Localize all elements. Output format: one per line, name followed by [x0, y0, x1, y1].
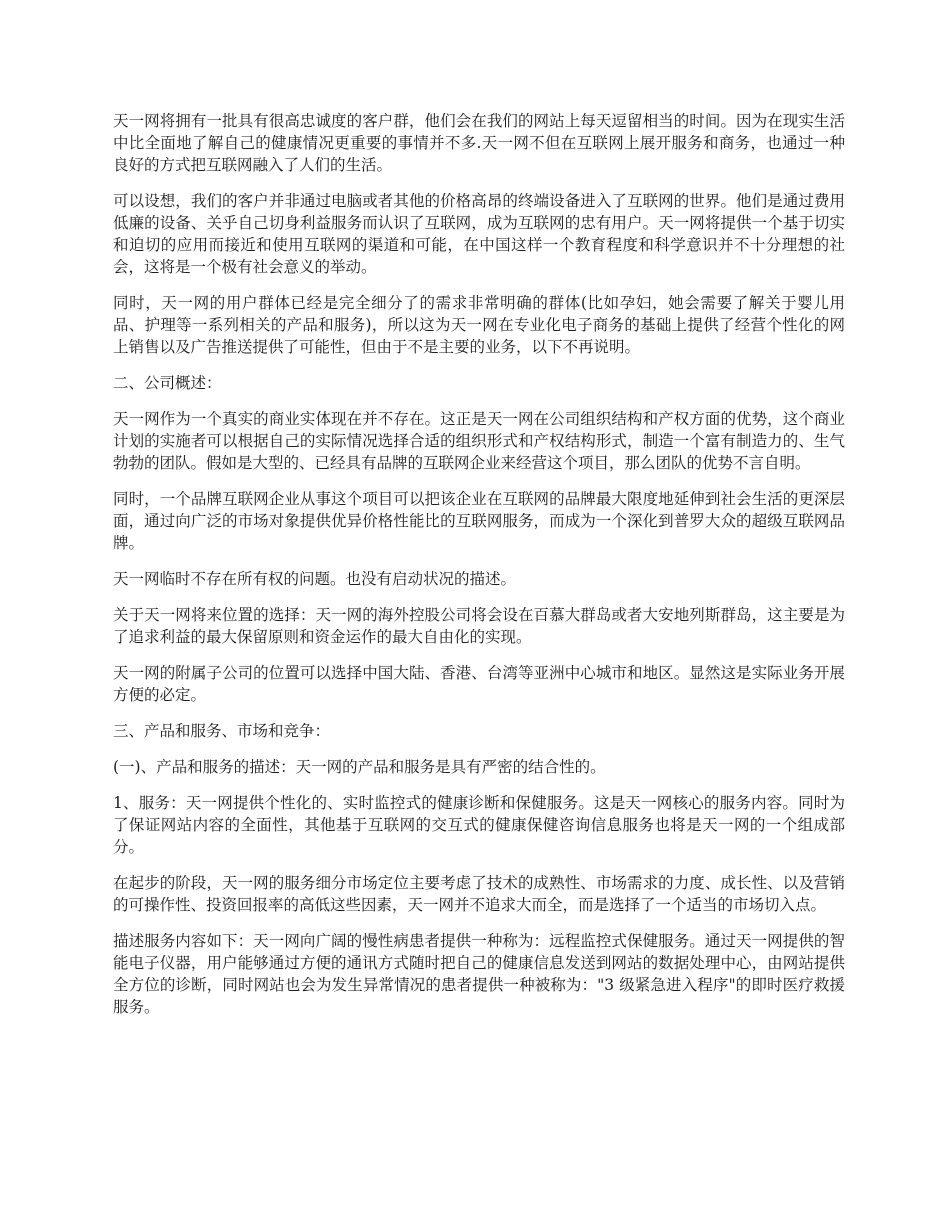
paragraph-location-holding: 关于天一网将来位置的选择：天一网的海外控股公司将会设在百慕大群岛或者大安地列斯群岛，这主要是为了追求利益的最大保留原则和资金运作的最大自由化的实现。 — [113, 606, 845, 646]
paragraph-intro-loyal-customers: 天一网将拥有一批具有很高忠诚度的客户群，他们会在我们的网站上每天逗留相当的时间。因为在现实生活中比全面地了解自己的健康情况更重要的事情并不多.天一网不但在互联网上展开服务和商务，也通过一种良好的方式把互联网融入了人们的生活。 — [113, 112, 845, 174]
paragraph-company-entity: 天一网作为一个真实的商业实体现在并不存在。这正是天一网在公司组织结构和产权方面的优势，这个商业计划的实施者可以根据自己的实际情况选择合适的组织形式和产权结构形式，制造一个富有制造力的、生气勃勃的团队。假如是大型的、已经具有品牌的互联网企业来经营这个项目，那么团队的优势不言自明。 — [113, 410, 845, 472]
subsection-heading-product-description: (一)、产品和服务的描述：天一网的产品和服务是具有严密的结合性的。 — [113, 758, 606, 776]
paragraph-location-subsidiary: 天一网的附属子公司的位置可以选择中国大陆、香港、台湾等亚洲中心城市和地区。显然这是实际业务开展方便的必定。 — [113, 664, 845, 704]
paragraph-brand-extension: 同时，一个品牌互联网企业从事这个项目可以把该企业在互联网的品牌最大限度地延伸到社会生活的更深层面，通过向广泛的市场对象提供优异价格性能比的互联网服务，而成为一个深化到普罗大众的超级互联网品牌。 — [113, 490, 845, 552]
paragraph-service-content: 描述服务内容如下：天一网向广阔的慢性病患者提供一种称为：远程监控式保健服务。通过天一网提供的智能电子仪器，用户能够通过方便的通讯方式随时把自己的健康信息发送到网站的数据处理中心，由网站提供全方位的诊断，同时网站也会为发生异常情况的患者提供一种被称为："3 级紧急进入程序"的即时医疗救援服务。 — [113, 932, 845, 1016]
paragraph-customer-access: 可以设想，我们的客户并非通过电脑或者其他的价格高昂的终端设备进入了互联网的世界。他们是通过费用低廉的设备、关乎自己切身利益服务而认识了互联网，成为互联网的忠有用户。天一网将提供一个基于切实和迫切的应用而接近和使用互联网的渠道和可能，在中国这样一个教育程度和科学意识并不十分理想的社会，这将是一个极有社会意义的举动。 — [113, 192, 845, 276]
paragraph-service: 1、服务：天一网提供个性化的、实时监控式的健康诊断和保健服务。这是天一网核心的服务内容。同时为了保证网站内容的全面性，其他基于互联网的交互式的健康保健咨询信息服务也将是天一网的一个组成部分。 — [113, 794, 845, 856]
paragraph-market-positioning: 在起步的阶段，天一网的服务细分市场定位主要考虑了技术的成熟性、市场需求的力度、成长性、以及营销的可操作性、投资回报率的高低这些因素，天一网并不追求大而全，而是选择了一个适当的市场切入点。 — [113, 874, 845, 914]
document-body — [113, 110, 845, 1032]
section-heading-company-overview: 二、公司概述： — [113, 374, 222, 392]
paragraph-ownership: 天一网临时不存在所有权的问题。也没有启动状况的描述。 — [113, 570, 517, 588]
paragraph-user-segmentation: 同时，天一网的用户群体已经是完全细分了的需求非常明确的群体(比如孕妇，她会需要了解关于婴儿用品、护理等一系列相关的产品和服务)，所以这为天一网在专业化电子商务的基础上提供了经营个性化的网上销售以及广告推送提供了可能性，但由于不是主要的业务，以下不再说明。 — [113, 294, 845, 356]
section-heading-products-market: 三、产品和服务、市场和竞争： — [113, 722, 331, 740]
